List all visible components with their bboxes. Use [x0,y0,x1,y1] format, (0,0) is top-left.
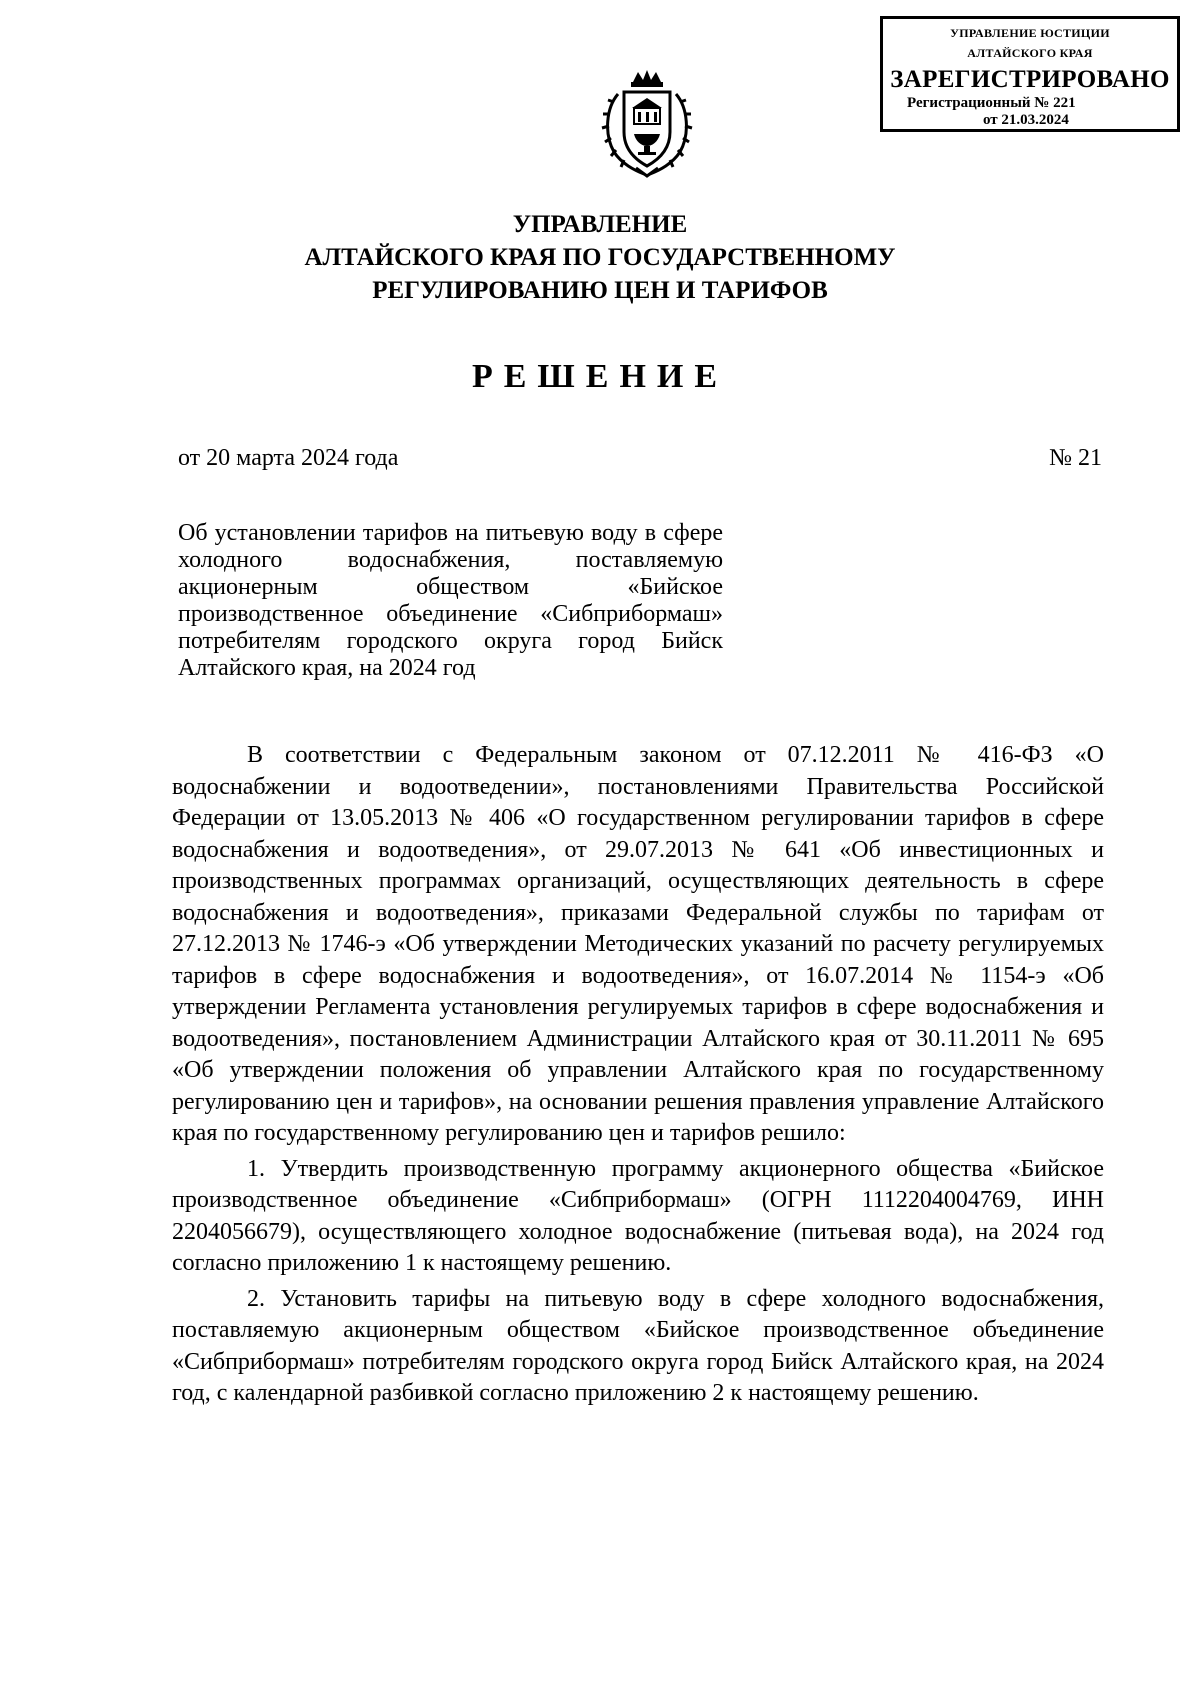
document-type-title: РЕШЕНИЕ [471,358,729,395]
coat-of-arms-icon [600,68,694,180]
preamble-paragraph: В соответствии с Федеральным законом от 07.12.2011 № 416-ФЗ «О водоснабжении и водоотведении», постановлениями Правительства Российской Федерации от 13.05.2013 № 406 «О государственном регулировании тарифов в сфере водоснабжения и водоотведения», от 29.07.2013 № 641 «Об инвестиционных и производственных программах организаций, осуществляющих деятельность в сфере водоснабжения и водоотведения», приказами Федеральной службы по тарифам от 27.12.2013 № 1746-э «Об утверждении Методических указаний по расчету регулируемых тарифов в сфере водоснабжения и водоотведения», от 16.07.2014 № 1154-э «Об утверждении Регламента установления регулируемых тарифов в сфере водоснабжения и водоотведения», постановлением Администрации Алтайского края от 30.11.2011 № 695 «Об утверждении положения об управлении Алтайского края по государственному регулированию цен и тарифов», на основании решения правления управление Алтайского края по государственному регулированию цен и тарифов решило: [172,742,1104,1146]
stamp-org-line2: АЛТАЙСКОГО КРАЯ [967,46,1093,60]
registration-stamp [880,16,1180,132]
document-body [172,740,1104,1410]
item-1-paragraph: 1. Утвердить производственную программу акционерного общества «Бийское производственное объединение «Сибприбормаш» (ОГРН 1112204004769, ИНН 2204056679), осуществляющего холодное водоснабжение (питьевая вода), на 2024 год согласно приложению 1 к настоящему решению. [172,1155,1104,1276]
stamp-reg-number: Регистрационный № 221 [907,95,1076,111]
document-number: № 21 [1049,445,1102,471]
authority-line-1: УПРАВЛЕНИЕ [512,211,688,238]
stamp-reg-date: от 21.03.2024 [983,112,1069,128]
authority-line-2: АЛТАЙСКОГО КРАЯ ПО ГОСУДАРСТВЕННОМУ [304,244,896,271]
authority-line-3: РЕГУЛИРОВАНИЮ ЦЕН И ТАРИФОВ [372,277,828,304]
stamp-org-line1: УПРАВЛЕНИЕ ЮСТИЦИИ [950,26,1110,40]
issuing-authority [200,208,1000,307]
document-subject: Об установлении тарифов на питьевую воду в сфере холодного водоснабжения, поставляемую акционерным обществом «Бийское производственное объединение «Сибприбормаш» потребителям городского округа город Бийск Алтайского края, на 2024 год [178,520,723,681]
document-date: от 20 марта 2024 года [178,445,399,471]
stamp-status: ЗАРЕГИСТРИРОВАНО [890,66,1170,93]
item-2-paragraph: 2. Установить тарифы на питьевую воду в сфере холодного водоснабжения, поставляемую акционерным обществом «Бийское производственное объединение «Сибприбормаш» потребителям городского округа город Бийск Алтайского края, на 2024 год, с календарной разбивкой согласно приложению 2 к настоящему решению. [172,1285,1104,1406]
